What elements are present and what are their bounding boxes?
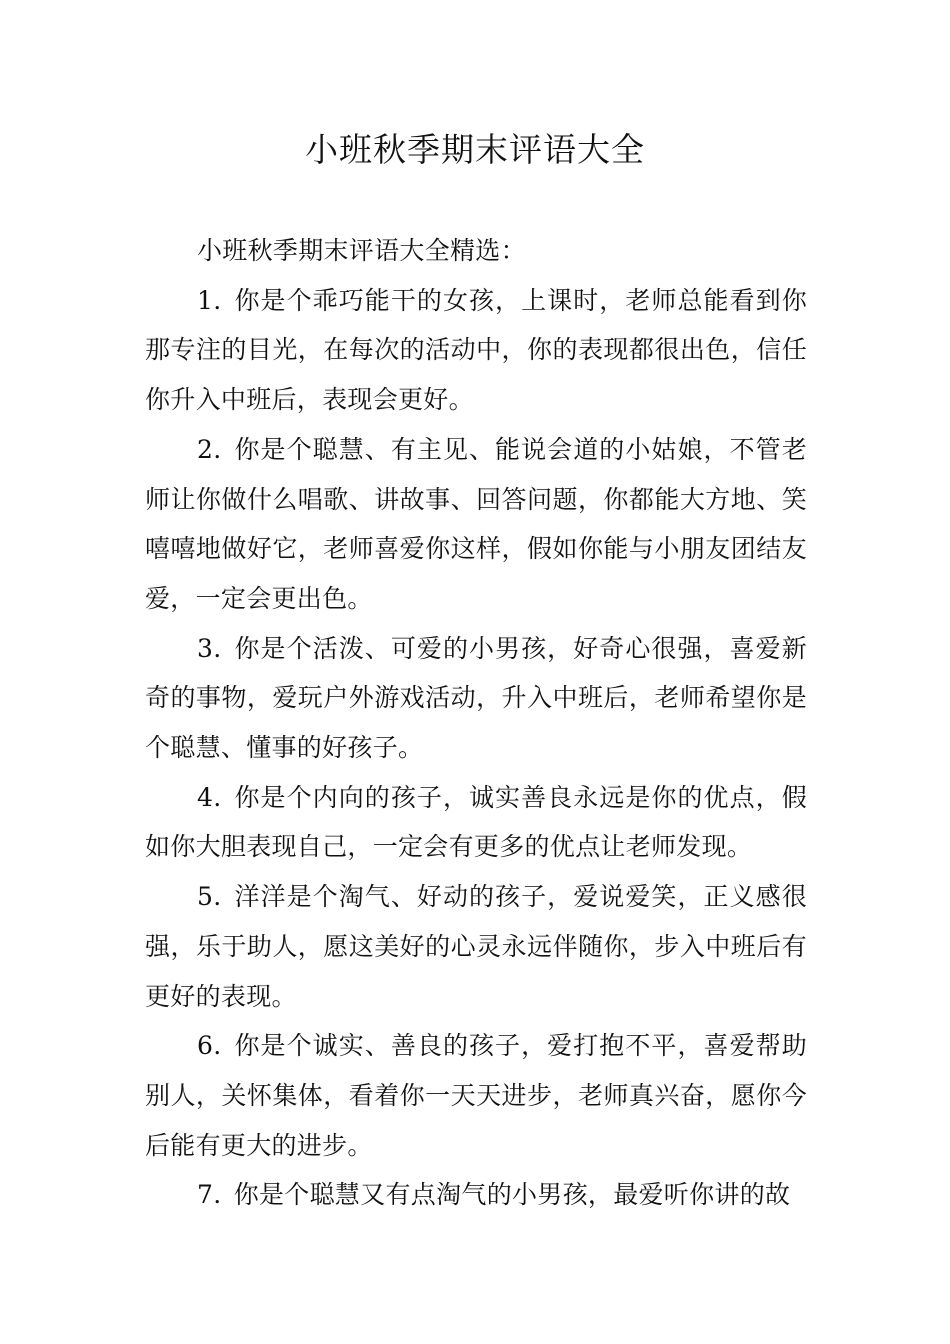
comment-item-1 bbox=[145, 276, 807, 425]
comment-item-3 bbox=[145, 624, 807, 773]
item-number: 3. bbox=[197, 633, 222, 663]
item-text: 你是个聪慧、有主见、能说会道的小姑娘，不管老师让你做什么唱歌、讲故事、回答问题，你都能大方地、笑嘻嘻地做好它，老师喜爱你这样，假如你能与小朋友团结友爱，一定会更出色。 bbox=[145, 434, 807, 613]
item-text: 你是个乖巧能干的女孩，上课时，老师总能看到你那专注的目光，在每次的活动中，你的表现都很出色，信任你升入中班后，表现会更好。 bbox=[145, 285, 807, 415]
item-number: 2. bbox=[197, 434, 222, 464]
item-number: 5. bbox=[197, 882, 222, 912]
comment-item-7 bbox=[145, 1170, 807, 1220]
comment-item-6 bbox=[145, 1021, 807, 1170]
intro-paragraph: 小班秋季期末评语大全精选： bbox=[197, 236, 526, 265]
item-text: 你是个聪慧又有点淘气的小男孩，最爱听你讲的故 bbox=[233, 1180, 791, 1210]
item-number: 6. bbox=[197, 1031, 222, 1061]
document-title: 小班秋季期末评语大全 bbox=[305, 130, 645, 169]
item-number: 7. bbox=[197, 1180, 222, 1210]
item-text: 洋洋是个淘气、好动的孩子，爱说爱笑，正义感很强，乐于助人，愿这美好的心灵永远伴随你，步入中班后有更好的表现。 bbox=[145, 882, 807, 1011]
comment-item-2 bbox=[145, 425, 807, 624]
item-number: 1. bbox=[197, 285, 222, 315]
item-text: 你是个内向的孩子，诚实善良永远是你的优点，假如你大胆表现自己，一定会有更多的优点让老师发现。 bbox=[145, 782, 807, 862]
comment-item-4 bbox=[145, 773, 807, 872]
document-body bbox=[145, 226, 807, 1220]
item-text: 你是个诚实、善良的孩子，爱打抱不平，喜爱帮助别人，关怀集体，看着你一天天进步，老师真兴奋，愿你今后能有更大的进步。 bbox=[145, 1031, 807, 1160]
comment-item-5 bbox=[145, 872, 807, 1021]
item-text: 你是个活泼、可爱的小男孩，好奇心很强，喜爱新奇的事物，爱玩户外游戏活动，升入中班后，老师希望你是个聪慧、懂事的好孩子。 bbox=[145, 633, 807, 763]
item-number: 4. bbox=[197, 782, 222, 812]
